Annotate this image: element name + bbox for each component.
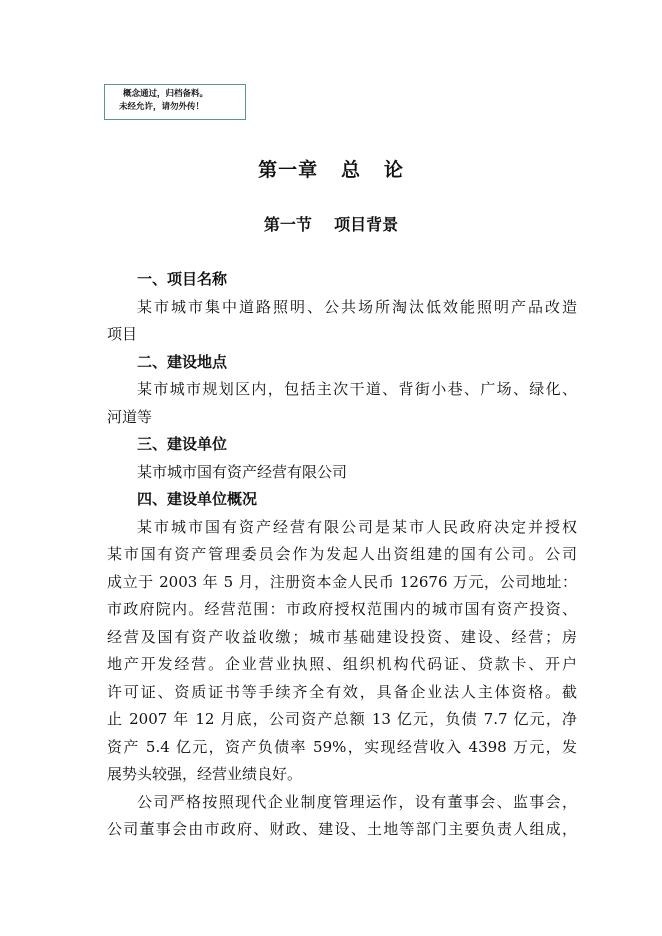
paragraph-line: 成立于 2003 年 5 月，注册资本金人民币 12676 万元，公司地址： (107, 572, 577, 591)
heading-project-name: 一、项目名称 (137, 270, 228, 288)
heading-construction-unit: 三、建设单位 (137, 435, 228, 453)
paragraph-line: 止 2007 年 12 月底，公司资产总额 13 亿元，负债 7.7 亿元，净 (107, 710, 577, 728)
paragraph-line: 市政府院内。经营范围：市政府授权范围内的城市国有资产投资、 (107, 600, 577, 618)
paragraph-line: 某市城市国有资产经营有限公司 (137, 462, 348, 481)
paragraph-line: 展势头较强，经营业绩良好。 (107, 765, 303, 783)
paragraph-line: 某市城市国有资产经营有限公司是某市人民政府决定并授权 (137, 517, 577, 536)
chapter-title: 第一章 总 论 (258, 159, 404, 181)
paragraph-line: 某市国有资产管理委员会作为发起人出资组建的国有公司。公司 (107, 545, 577, 563)
notice-line-2: 未经允许，请勿外传！ (119, 102, 205, 112)
paragraph-line: 项目 (107, 325, 138, 343)
paragraph-line: 地产开发经营。企业营业执照、组织机构代码证、贷款卡、开户 (107, 655, 577, 673)
heading-construction-site: 二、建设地点 (137, 352, 228, 371)
paragraph-line: 公司严格按照现代企业制度管理运作，设有董事会、监事会， (137, 792, 577, 811)
document-body (107, 266, 577, 844)
paragraph-line: 经营及国有资产收益收缴；城市基础建设投资、建设、经营；房 (107, 627, 577, 646)
notice-line-1: 概念通过，归档备料。 (123, 89, 209, 99)
paragraph-line: 某市城市规划区内，包括主次干道、背街小巷、广场、绿化、 (137, 380, 577, 398)
section-title: 第一节 项目背景 (263, 215, 399, 234)
heading-unit-overview: 四、建设单位概况 (137, 490, 258, 508)
paragraph-line: 公司董事会由市政府、财政、建设、土地等部门主要负责人组成， (107, 820, 577, 838)
paragraph-line: 资产 5.4 亿元，资产负债率 59%，实现经营收入 4398 万元，发 (107, 737, 577, 756)
distribution-notice-box (104, 84, 246, 120)
paragraph-line: 某市城市集中道路照明、公共场所淘汰低效能照明产品改造 (137, 297, 577, 316)
paragraph-line: 许可证、资质证书等手续齐全有效，具备企业法人主体资格。截 (107, 682, 577, 701)
paragraph-line: 河道等 (107, 407, 153, 426)
